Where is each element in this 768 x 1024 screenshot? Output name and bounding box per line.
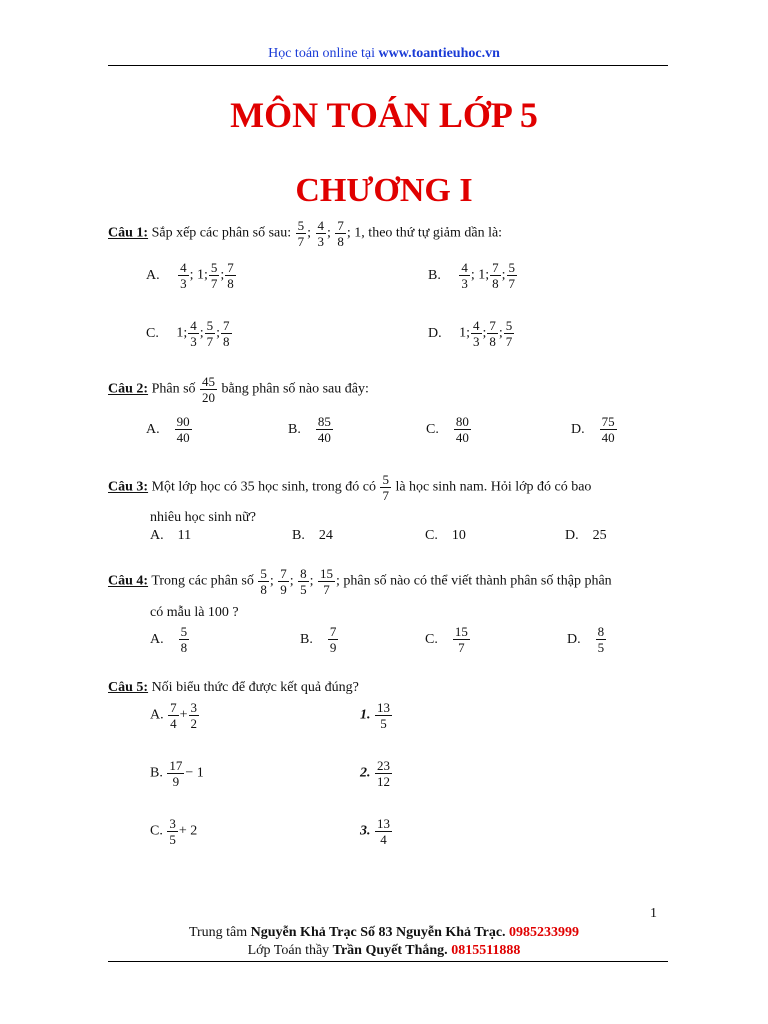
q4-option-a[interactable]: A. $\frac{5}{8}$ xyxy=(150,624,188,655)
question-text: Nối biểu thức để được kết quả đúng? xyxy=(151,680,359,695)
footer-phone-2[interactable]: 0815511888 xyxy=(451,943,521,958)
footer-line-1: Trung tâm Nguyễn Khả Trạc Số 83 Nguyễn Khả Trạc. 0985233999 xyxy=(188,925,580,940)
question-text: Trong các phân số xyxy=(151,573,254,589)
question-label: Câu 2: xyxy=(108,381,149,397)
header-divider xyxy=(108,65,668,66)
fraction: $\frac{5}{7}$ xyxy=(382,472,389,503)
q3-option-b[interactable]: B. 24 xyxy=(292,528,333,543)
question-text: bằng phân số nào sau đây: xyxy=(221,381,369,397)
q3-option-a[interactable]: A. 11 xyxy=(150,528,192,543)
question-5 xyxy=(108,680,359,696)
fraction: $\frac{15}{7}$ xyxy=(320,566,334,597)
q5-result-3[interactable]: 3. $\frac{13}{4}$ xyxy=(360,816,390,847)
fraction: $\frac{5}{7}$ xyxy=(297,218,305,249)
q4-option-d[interactable]: D. $\frac{8}{5}$ xyxy=(567,624,605,655)
q1-option-d[interactable]: D. 1; $\frac{4}{3}$ ; $\frac{7}{8}$ ; $\frac{5}{7}$ xyxy=(428,318,513,349)
q2-option-d[interactable]: D. $\frac{75}{40}$ xyxy=(571,414,615,445)
question-text: Sắp xếp các phân số sau: xyxy=(151,225,292,241)
fraction: $\frac{8}{5}$ xyxy=(300,566,307,597)
question-2 xyxy=(108,374,369,405)
page-number: 1 xyxy=(650,906,657,921)
question-label: Câu 3: xyxy=(108,479,149,495)
question-text: có mẫu là 100 ? xyxy=(150,605,239,620)
q4-option-c[interactable]: C. $\frac{15}{7}$ xyxy=(425,624,468,655)
question-text: là học sinh nam. Hỏi lớp đó có bao xyxy=(395,479,592,495)
question-text: nhiêu học sinh nữ? xyxy=(150,510,256,525)
page-header xyxy=(0,46,768,62)
question-1: Câu 1: Sắp xếp các phân số sau: $\frac{5}{7}$ ; $\frac{4}{3}$ ; $\frac{7}{8}$ ; 1, theo thứ tự giảm dần là: xyxy=(108,218,503,249)
header-site-link[interactable]: www.toantieuhoc.vn xyxy=(378,46,500,61)
question-text: Phân số xyxy=(151,381,196,397)
q3-option-c[interactable]: C. 10 xyxy=(425,528,466,543)
question-3 xyxy=(108,472,591,503)
q2-option-c[interactable]: C. $\frac{80}{40}$ xyxy=(426,414,469,445)
q5-result-1[interactable]: 1. $\frac{13}{5}$ xyxy=(360,700,390,731)
question-label: Câu 1: xyxy=(108,225,149,241)
question-text: ; phân số nào có thể viết thành phân số thập phân xyxy=(336,573,612,589)
page-title: MÔN TOÁN LỚP 5 xyxy=(230,95,538,135)
fraction: $\frac{7}{8}$ xyxy=(337,218,344,249)
q5-expression-b[interactable]: B. $\frac{17}{9}$ − 1 xyxy=(150,758,204,789)
question-text: Một lớp học có 35 học sinh, trong đó có xyxy=(151,479,376,495)
q2-option-a[interactable]: A. $\frac{90}{40}$ xyxy=(146,414,190,445)
q1-option-b[interactable]: B. $\frac{4}{3}$ ; 1; $\frac{7}{8}$ ; $\frac{5}{7}$ xyxy=(428,260,516,291)
question-label: Câu 5: xyxy=(108,680,149,695)
footer-phone-1[interactable]: 0985233999 xyxy=(509,925,580,940)
question-label: Câu 4: xyxy=(108,573,149,589)
footer-divider xyxy=(108,961,668,962)
q1-option-a[interactable]: A. $\frac{4}{3}$ ; 1; $\frac{5}{7}$ ; $\frac{7}{8}$ xyxy=(146,260,234,291)
footer-line-2: Lớp Toán thầy Trần Quyết Thắng. 0815511888 xyxy=(247,943,521,958)
q4-option-b[interactable]: B. $\frac{7}{9}$ xyxy=(300,624,337,655)
q3-option-d[interactable]: D. 25 xyxy=(565,528,607,543)
q2-option-b[interactable]: B. $\frac{85}{40}$ xyxy=(288,414,331,445)
fraction: $\frac{5}{8}$ xyxy=(260,566,267,597)
q1-option-c[interactable]: C. 1; $\frac{4}{3}$ ; $\frac{5}{7}$ ; $\frac{7}{8}$ xyxy=(146,318,230,349)
header-prefix: Học toán online tại xyxy=(268,46,376,61)
q5-expression-a[interactable]: A. $\frac{7}{4}$ + $\frac{3}{2}$ xyxy=(150,700,198,731)
q5-result-2[interactable]: 2. $\frac{23}{12}$ xyxy=(360,758,390,789)
q5-expression-c[interactable]: C. $\frac{3}{5}$ + 2 xyxy=(150,816,198,847)
fraction: $\frac{7}{9}$ xyxy=(280,566,287,597)
question-4: Câu 4: Trong các phân số $\frac{5}{8}$ ; $\frac{7}{9}$ ; $\frac{8}{5}$ ; $\frac{15}{7}$ ; phân số nào có thể viết thành phân số thập phân xyxy=(108,566,612,597)
chapter-title: CHƯƠNG I xyxy=(295,172,473,209)
fraction: $\frac{45}{20}$ xyxy=(202,374,216,405)
fraction: $\frac{4}{3}$ xyxy=(317,218,325,249)
question-text: ; 1, theo thứ tự giảm dần là: xyxy=(346,225,503,241)
